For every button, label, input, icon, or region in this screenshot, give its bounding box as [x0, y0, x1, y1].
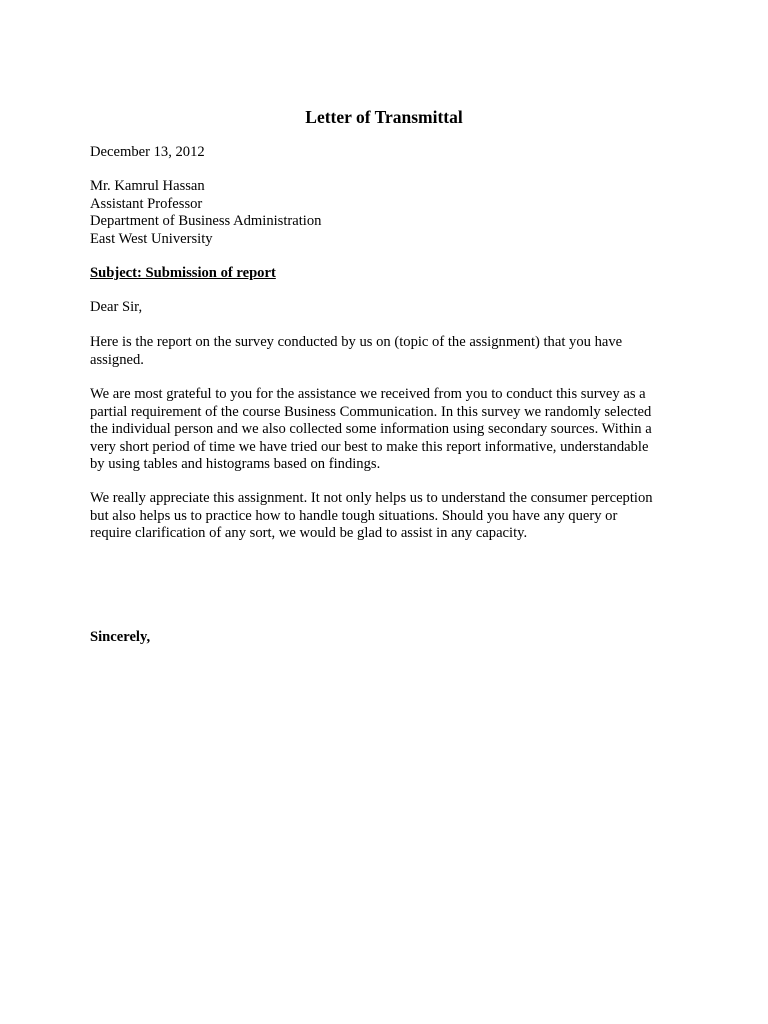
paragraph-3-line: require clarification of any sort, we would be glad to assist in any capacity.	[90, 525, 528, 541]
letter-date: December 13, 2012	[90, 144, 205, 160]
paragraph-1-line: Here is the report on the survey conducted by us on (topic of the assignment) that you have	[90, 334, 623, 350]
recipient-department: Department of Business Administration	[90, 213, 322, 229]
recipient-position: Assistant Professor	[90, 195, 203, 212]
letter-salutation: Dear Sir,	[90, 299, 143, 315]
paragraph-2-line: We are most grateful to you for the assistance we received from you to conduct this survey as a	[90, 386, 646, 402]
paragraph-1-line: assigned.	[90, 351, 144, 368]
recipient-name: Mr. Kamrul Hassan	[90, 178, 205, 194]
recipient-university: East West University	[90, 230, 213, 247]
paragraph-2-line: by using tables and histograms based on findings.	[90, 456, 381, 472]
letter-subject: Subject: Submission of report	[90, 265, 276, 281]
paragraph-3-line: but also helps us to practice how to handle tough situations. Should you have any query or	[90, 507, 618, 524]
paragraph-2-line: the individual person and we also collected some information using secondary sources. Within a	[90, 421, 652, 437]
paragraph-3-line: We really appreciate this assignment. It not only helps us to understand the consumer perception	[90, 490, 653, 506]
letter-closing: Sincerely,	[90, 629, 151, 645]
paragraph-2-line: very short period of time we have tried our best to make this report informative, understandable	[90, 438, 649, 455]
letter-title: Letter of Transmittal	[305, 107, 463, 127]
paragraph-2-line: partial requirement of the course Business Communication. In this survey we randomly selected	[90, 403, 652, 420]
